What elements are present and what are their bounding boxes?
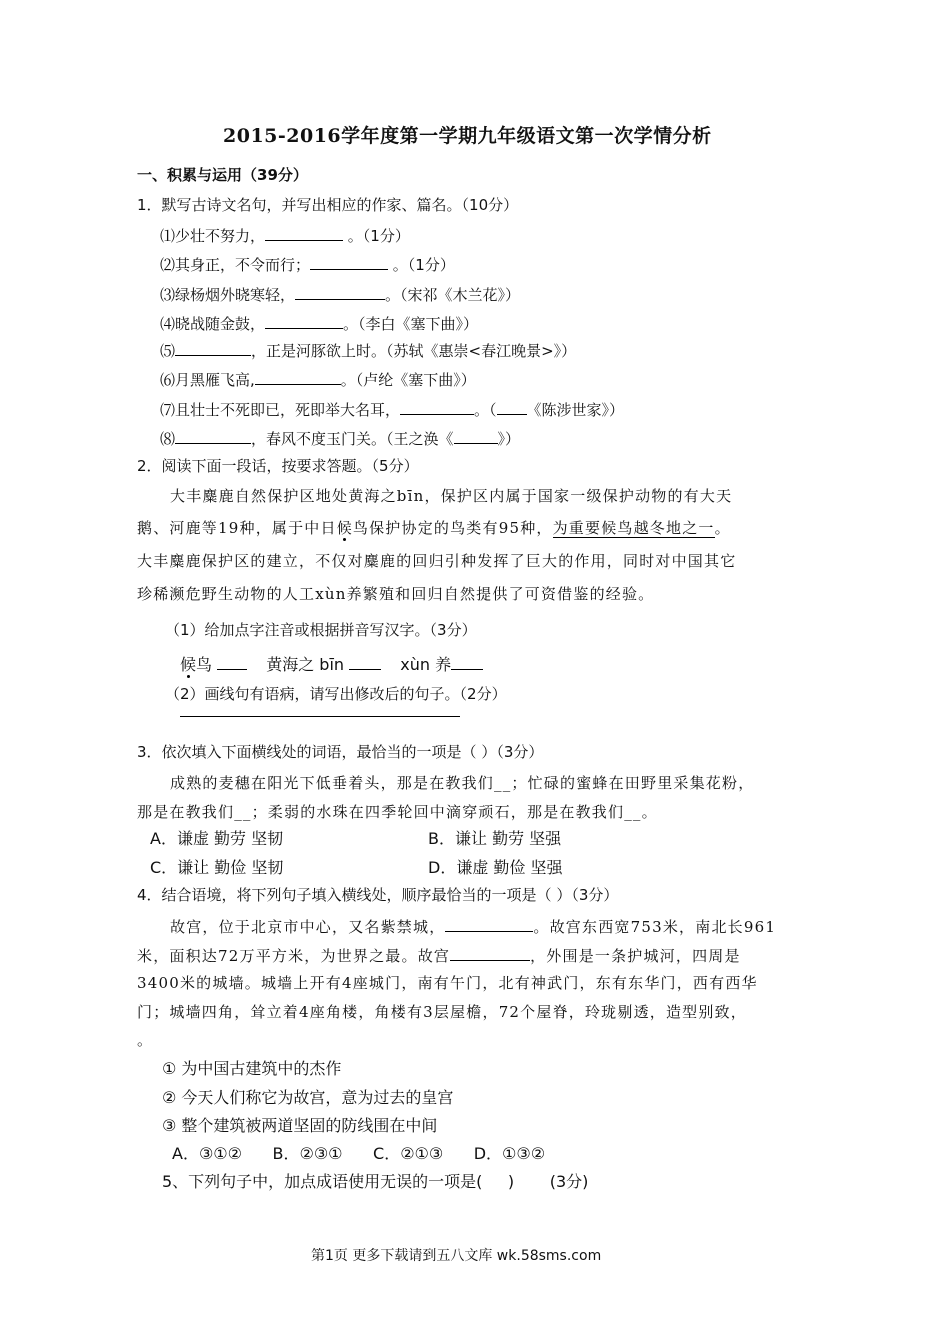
answer-blank[interactable] bbox=[310, 254, 388, 270]
text: 。 bbox=[714, 519, 731, 537]
q2-sub-question-2: （2）画线句有语病，请写出修改后的句子。（2分） bbox=[165, 685, 507, 703]
text: 。（ bbox=[474, 401, 497, 419]
q1-line-7 bbox=[160, 399, 624, 420]
answer-blank[interactable] bbox=[265, 225, 343, 241]
q3-stem: 3．依次填入下面横线处的词语，最恰当的一项是（ ）（3分） bbox=[137, 743, 544, 761]
page-footer: 第1页 更多下载请到五八文库 wk.58sms.com bbox=[311, 1248, 602, 1264]
text: 。（宋祁《木兰花》） bbox=[385, 286, 521, 304]
q4-sentence-3: ③ 整个建筑被两道坚固的防线围在中间 bbox=[162, 1116, 438, 1135]
text: 鸟保护协定的鸟类有95种， bbox=[352, 519, 553, 537]
q2-paragraph-line-4: 珍稀濒危野生动物的人工xùn养繁殖和回归自然提供了可资借鉴的经验。 bbox=[137, 585, 655, 603]
q1-line-5 bbox=[160, 340, 576, 361]
q1-stem: 1．默写古诗文名句，并写出相应的作家、篇名。（10分） bbox=[137, 196, 519, 214]
q2-answer-row bbox=[180, 654, 483, 675]
text: 米，面积达72万平方米，为世界之最。故宫 bbox=[137, 947, 451, 965]
text: ⑸ bbox=[160, 342, 176, 360]
text: ，外围是一条护城河，四周是 bbox=[530, 947, 741, 965]
q4-paragraph-line-2 bbox=[137, 945, 741, 966]
q3-option-b[interactable]: B．谦让 勤劳 坚强 bbox=[428, 829, 562, 848]
text: 鸟 bbox=[196, 655, 213, 674]
q2-paragraph-line-3: 大丰麋鹿保护区的建立，不仅对麋鹿的回归引种发挥了巨大的作用，同时对中国其它 bbox=[137, 552, 737, 570]
q1-line-4 bbox=[160, 313, 478, 334]
answer-blank[interactable] bbox=[450, 945, 530, 961]
text: ⑴少壮不努力， bbox=[160, 227, 266, 245]
text: 《陈涉世家》） bbox=[526, 401, 625, 419]
q1-line-1 bbox=[160, 225, 410, 246]
q3-paragraph-line-2: 那是在教我们__；柔弱的水珠在四季轮回中滴穿顽石，那是在教我们__。 bbox=[137, 803, 658, 821]
text: ，正是河豚欲上时。（苏轼《惠崇<春江晚景>》） bbox=[251, 342, 577, 360]
section-heading: 一、积累与运用（39分） bbox=[137, 166, 308, 184]
answer-blank[interactable] bbox=[265, 313, 343, 329]
q4-sentence-1: ① 为中国古建筑中的杰作 bbox=[162, 1059, 342, 1078]
q4-paragraph-line-5: 。 bbox=[137, 1031, 154, 1049]
text: ⑵其身正，不令而行； bbox=[160, 256, 311, 274]
q1-line-3 bbox=[160, 284, 520, 305]
dotted-char: 候 bbox=[336, 519, 353, 537]
title-blank[interactable] bbox=[454, 428, 498, 444]
q1-line-8 bbox=[160, 428, 520, 449]
answer-blank[interactable] bbox=[451, 654, 483, 670]
text: 故宫，位于北京市中心，又名紫禁城， bbox=[170, 918, 446, 936]
text: ⑻ bbox=[160, 430, 176, 448]
text: ⑶绿杨烟外晓寒轻， bbox=[160, 286, 296, 304]
text: 。故宫东西宽753米，南北长961 bbox=[533, 918, 777, 936]
text: 。（李白《塞下曲》） bbox=[343, 315, 479, 333]
text: 鹅、河鹿等19种，属于中日 bbox=[137, 519, 337, 537]
q4-paragraph-line-1 bbox=[170, 916, 776, 937]
answer-blank[interactable] bbox=[445, 916, 533, 932]
text: 。（1分） bbox=[392, 256, 455, 274]
q4-paragraph-line-4: 门；城墙四角，耸立着4座角楼，角楼有3层屋檐，72个屋脊，玲珑剔透，造型别致， bbox=[137, 1003, 747, 1021]
q1-line-6 bbox=[160, 369, 476, 390]
answer-blank[interactable] bbox=[175, 428, 251, 444]
q4-paragraph-line-3: 3400米的城墙。城墙上开有4座城门，南有午门，北有神武门，东有东华门，西有西华 bbox=[137, 974, 758, 992]
dotted-char: 候 bbox=[180, 655, 197, 674]
text: ⑷晓战随金鼓， bbox=[160, 315, 266, 333]
answer-blank[interactable] bbox=[295, 284, 385, 300]
q5-stem: 5、下列句子中，加点成语使用无误的一项是( ) (3分) bbox=[162, 1172, 589, 1191]
answer-blank[interactable] bbox=[255, 369, 341, 385]
text: 》） bbox=[497, 430, 521, 448]
answer-blank[interactable] bbox=[175, 340, 251, 356]
q3-option-c[interactable]: C．谦让 勤俭 坚韧 bbox=[150, 858, 284, 877]
answer-blank[interactable] bbox=[400, 399, 474, 415]
q3-option-a[interactable]: A．谦虚 勤劳 坚韧 bbox=[150, 829, 284, 848]
answer-blank[interactable] bbox=[349, 654, 381, 670]
text: 黄海之 bīn bbox=[266, 655, 345, 674]
q3-option-d[interactable]: D．谦虚 勤俭 坚强 bbox=[428, 858, 563, 877]
text: ，春风不度玉门关。（王之涣《 bbox=[251, 430, 454, 448]
q4-stem: 4．结合语境，将下列句子填入横线处，顺序最恰当的一项是（ ）（3分） bbox=[137, 886, 619, 904]
q3-paragraph-line-1: 成熟的麦穗在阳光下低垂着头，那是在教我们__；忙碌的蜜蜂在田野里采集花粉， bbox=[170, 774, 755, 792]
text: ⑺且壮士不死即已，死即举大名耳， bbox=[160, 401, 401, 419]
q2-paragraph-line-1: 大丰麋鹿自然保护区地处黄海之bīn，保护区内属于国家一级保护动物的有大天 bbox=[170, 487, 733, 505]
q4-sentence-2: ② 今天人们称它为故宫，意为过去的皇宫 bbox=[162, 1088, 454, 1107]
answer-blank[interactable] bbox=[217, 654, 247, 670]
q2-sub-question-1: （1）给加点字注音或根据拼音写汉字。（3分） bbox=[165, 621, 477, 639]
text: xùn 养 bbox=[400, 655, 452, 674]
q4-options[interactable]: A．③①② B．②③① C．②①③ D．①③② bbox=[172, 1144, 546, 1163]
page-title: 2015-2016学年度第一学期九年级语文第一次学情分析 bbox=[223, 125, 712, 147]
text: 。（1分） bbox=[347, 227, 410, 245]
underlined-sentence: 为重要候鸟越冬地之一 bbox=[552, 519, 715, 537]
q2-paragraph-line-2 bbox=[137, 518, 731, 538]
answer-line[interactable] bbox=[180, 716, 460, 717]
text: 。（卢纶《塞下曲》） bbox=[340, 371, 476, 389]
q1-line-2 bbox=[160, 254, 455, 275]
text: ⑹月黑雁飞高, bbox=[160, 371, 255, 389]
author-blank[interactable] bbox=[497, 399, 527, 415]
q2-stem: 2．阅读下面一段话，按要求答题。（5分） bbox=[137, 457, 419, 475]
